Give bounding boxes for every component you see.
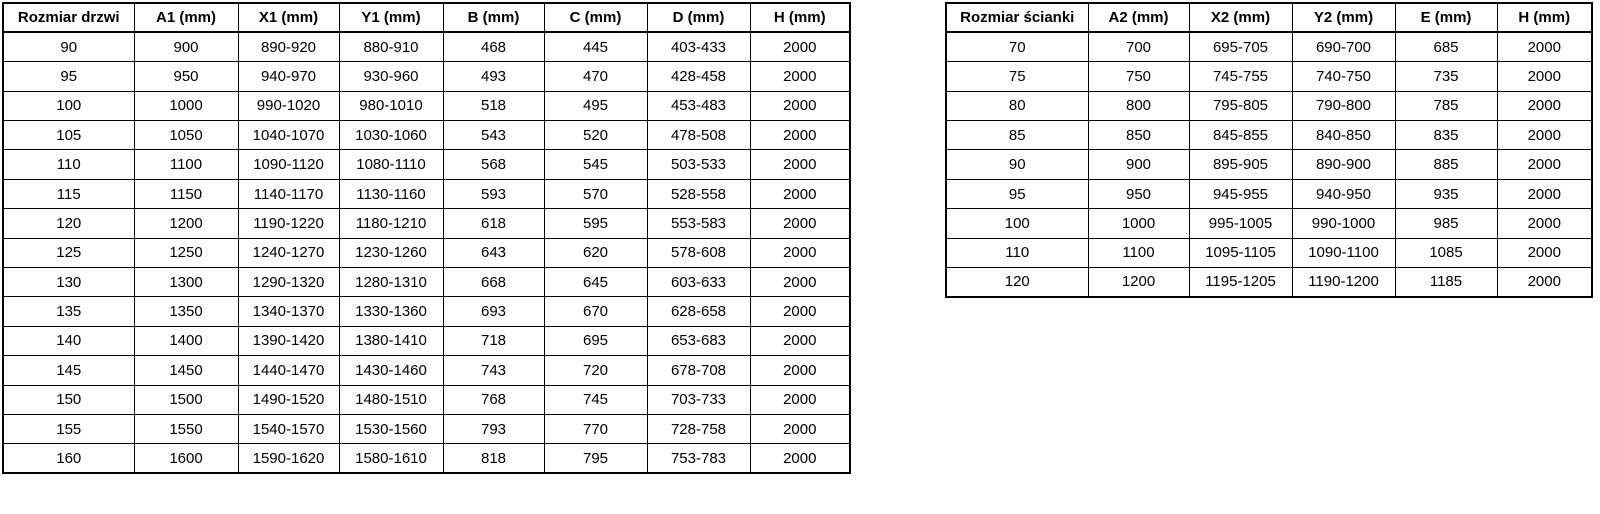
table-cell: 2000 — [750, 326, 850, 355]
table-cell: 2000 — [750, 179, 850, 208]
table-cell: 2000 — [750, 297, 850, 326]
table-row — [946, 209, 1592, 238]
table-cell: 668 — [443, 268, 544, 297]
table-cell: 1550 — [134, 414, 238, 443]
table-cell: 1340-1370 — [238, 297, 339, 326]
table-cell: 793 — [443, 414, 544, 443]
column-header: X2 (mm) — [1189, 3, 1292, 32]
table-cell: 2000 — [1497, 150, 1592, 179]
table-cell: 503-533 — [647, 150, 750, 179]
table-cell: 2000 — [1497, 268, 1592, 297]
column-header: X1 (mm) — [238, 3, 339, 32]
table-row — [3, 414, 850, 443]
table-cell: 770 — [544, 414, 647, 443]
table-cell: 1290-1320 — [238, 268, 339, 297]
table-cell: 1280-1310 — [339, 268, 443, 297]
table-cell: 135 — [3, 297, 134, 326]
column-header: Rozmiar drzwi — [3, 3, 134, 32]
table-cell: 628-658 — [647, 297, 750, 326]
table-cell: 545 — [544, 150, 647, 179]
table-cell: 2000 — [750, 62, 850, 91]
column-header: Y1 (mm) — [339, 3, 443, 32]
table-row — [946, 268, 1592, 297]
table-cell: 1190-1200 — [1292, 268, 1395, 297]
table-cell: 985 — [1395, 209, 1497, 238]
table-cell: 2000 — [750, 32, 850, 61]
table-cell: 2000 — [750, 121, 850, 150]
table-cell: 700 — [1088, 32, 1189, 61]
table-cell: 620 — [544, 238, 647, 267]
table-cell: 528-558 — [647, 179, 750, 208]
table-cell: 1540-1570 — [238, 414, 339, 443]
table-cell: 735 — [1395, 62, 1497, 91]
table-cell: 693 — [443, 297, 544, 326]
table-cell: 105 — [3, 121, 134, 150]
table-cell: 980-1010 — [339, 91, 443, 120]
table-cell: 1480-1510 — [339, 385, 443, 414]
table-cell: 70 — [946, 32, 1088, 61]
table-cell: 880-910 — [339, 32, 443, 61]
table-cell: 750 — [1088, 62, 1189, 91]
table-cell: 120 — [3, 209, 134, 238]
table-cell: 753-783 — [647, 444, 750, 473]
table-cell: 1450 — [134, 356, 238, 385]
table-row — [946, 179, 1592, 208]
table-cell: 1130-1160 — [339, 179, 443, 208]
column-header: A1 (mm) — [134, 3, 238, 32]
table-cell: 115 — [3, 179, 134, 208]
table-cell: 2000 — [750, 209, 850, 238]
column-header: B (mm) — [443, 3, 544, 32]
table-cell: 1090-1120 — [238, 150, 339, 179]
table-cell: 80 — [946, 91, 1088, 120]
table-cell: 885 — [1395, 150, 1497, 179]
table-cell: 1085 — [1395, 238, 1497, 267]
table-cell: 145 — [3, 356, 134, 385]
table-cell: 1180-1210 — [339, 209, 443, 238]
table-cell: 795 — [544, 444, 647, 473]
table-row — [3, 297, 850, 326]
table-cell: 800 — [1088, 91, 1189, 120]
table-cell: 403-433 — [647, 32, 750, 61]
table-cell: 618 — [443, 209, 544, 238]
table-cell: 75 — [946, 62, 1088, 91]
table-cell: 1200 — [134, 209, 238, 238]
column-header: E (mm) — [1395, 3, 1497, 32]
table-cell: 2000 — [750, 268, 850, 297]
table-cell: 1000 — [134, 91, 238, 120]
table-cell: 740-750 — [1292, 62, 1395, 91]
table-cell: 2000 — [1497, 32, 1592, 61]
table-row — [3, 150, 850, 179]
table-cell: 518 — [443, 91, 544, 120]
column-header: D (mm) — [647, 3, 750, 32]
table-cell: 2000 — [1497, 62, 1592, 91]
table-cell: 2000 — [750, 414, 850, 443]
door-table-header-row — [3, 3, 850, 32]
table-cell: 543 — [443, 121, 544, 150]
table-cell: 453-483 — [647, 91, 750, 120]
table-cell: 995-1005 — [1189, 209, 1292, 238]
table-cell: 678-708 — [647, 356, 750, 385]
table-cell: 718 — [443, 326, 544, 355]
table-cell: 90 — [3, 32, 134, 61]
table-cell: 900 — [1088, 150, 1189, 179]
table-cell: 653-683 — [647, 326, 750, 355]
table-cell: 890-900 — [1292, 150, 1395, 179]
table-cell: 935 — [1395, 179, 1497, 208]
table-cell: 578-608 — [647, 238, 750, 267]
table-cell: 950 — [1088, 179, 1189, 208]
table-cell: 155 — [3, 414, 134, 443]
table-cell: 90 — [946, 150, 1088, 179]
table-cell: 595 — [544, 209, 647, 238]
column-header: C (mm) — [544, 3, 647, 32]
table-cell: 1230-1260 — [339, 238, 443, 267]
table-cell: 1080-1110 — [339, 150, 443, 179]
table-cell: 1500 — [134, 385, 238, 414]
table-cell: 795-805 — [1189, 91, 1292, 120]
table-cell: 1090-1100 — [1292, 238, 1395, 267]
table-cell: 85 — [946, 121, 1088, 150]
table-cell: 1380-1410 — [339, 326, 443, 355]
table-cell: 95 — [3, 62, 134, 91]
table-cell: 130 — [3, 268, 134, 297]
table-cell: 1000 — [1088, 209, 1189, 238]
table-cell: 1590-1620 — [238, 444, 339, 473]
table-cell: 2000 — [1497, 179, 1592, 208]
table-cell: 940-950 — [1292, 179, 1395, 208]
table-cell: 428-458 — [647, 62, 750, 91]
table-row — [3, 268, 850, 297]
table-cell: 468 — [443, 32, 544, 61]
table-cell: 1095-1105 — [1189, 238, 1292, 267]
table-cell: 695-705 — [1189, 32, 1292, 61]
table-cell: 150 — [3, 385, 134, 414]
table-row — [3, 209, 850, 238]
table-cell: 2000 — [1497, 238, 1592, 267]
table-cell: 703-733 — [647, 385, 750, 414]
table-row — [3, 356, 850, 385]
table-cell: 990-1020 — [238, 91, 339, 120]
table-row — [3, 238, 850, 267]
table-cell: 1530-1560 — [339, 414, 443, 443]
table-row — [3, 62, 850, 91]
table-cell: 743 — [443, 356, 544, 385]
table-cell: 850 — [1088, 121, 1189, 150]
table-cell: 2000 — [750, 238, 850, 267]
table-cell: 2000 — [750, 444, 850, 473]
table-cell: 695 — [544, 326, 647, 355]
table-row — [3, 32, 850, 61]
table-cell: 1330-1360 — [339, 297, 443, 326]
table-cell: 1140-1170 — [238, 179, 339, 208]
table-cell: 690-700 — [1292, 32, 1395, 61]
column-header: Y2 (mm) — [1292, 3, 1395, 32]
table-cell: 2000 — [750, 91, 850, 120]
table-cell: 728-758 — [647, 414, 750, 443]
table-cell: 1150 — [134, 179, 238, 208]
table-cell: 140 — [3, 326, 134, 355]
table-cell: 1100 — [1088, 238, 1189, 267]
table-cell: 493 — [443, 62, 544, 91]
table-cell: 950 — [134, 62, 238, 91]
table-cell: 840-850 — [1292, 121, 1395, 150]
table-row — [946, 32, 1592, 61]
table-cell: 1490-1520 — [238, 385, 339, 414]
table-row — [946, 150, 1592, 179]
door-sizes-table — [2, 2, 851, 474]
table-cell: 930-960 — [339, 62, 443, 91]
wall-table-header-row — [946, 3, 1592, 32]
table-cell: 1190-1220 — [238, 209, 339, 238]
table-cell: 890-920 — [238, 32, 339, 61]
table-cell: 2000 — [750, 150, 850, 179]
table-cell: 100 — [3, 91, 134, 120]
table-row — [3, 121, 850, 150]
table-cell: 1040-1070 — [238, 121, 339, 150]
table-cell: 670 — [544, 297, 647, 326]
table-cell: 110 — [3, 150, 134, 179]
table-row — [3, 91, 850, 120]
table-row — [946, 91, 1592, 120]
table-cell: 1030-1060 — [339, 121, 443, 150]
table-cell: 568 — [443, 150, 544, 179]
table-row — [3, 326, 850, 355]
table-cell: 1390-1420 — [238, 326, 339, 355]
table-cell: 2000 — [1497, 209, 1592, 238]
column-header: Rozmiar ścianki — [946, 3, 1088, 32]
table-cell: 445 — [544, 32, 647, 61]
table-cell: 1050 — [134, 121, 238, 150]
table-cell: 1430-1460 — [339, 356, 443, 385]
table-cell: 570 — [544, 179, 647, 208]
table-cell: 1100 — [134, 150, 238, 179]
column-header: A2 (mm) — [1088, 3, 1189, 32]
table-row — [3, 444, 850, 473]
table-cell: 945-955 — [1189, 179, 1292, 208]
table-cell: 110 — [946, 238, 1088, 267]
column-header: H (mm) — [750, 3, 850, 32]
table-cell: 895-905 — [1189, 150, 1292, 179]
table-cell: 790-800 — [1292, 91, 1395, 120]
table-cell: 1300 — [134, 268, 238, 297]
table-row — [946, 121, 1592, 150]
table-row — [946, 62, 1592, 91]
table-cell: 900 — [134, 32, 238, 61]
table-cell: 818 — [443, 444, 544, 473]
table-cell: 2000 — [750, 385, 850, 414]
table-cell: 2000 — [750, 356, 850, 385]
table-cell: 1185 — [1395, 268, 1497, 297]
table-cell: 990-1000 — [1292, 209, 1395, 238]
table-cell: 835 — [1395, 121, 1497, 150]
table-cell: 100 — [946, 209, 1088, 238]
table-cell: 1240-1270 — [238, 238, 339, 267]
table-row — [946, 238, 1592, 267]
table-cell: 745 — [544, 385, 647, 414]
table-cell: 470 — [544, 62, 647, 91]
table-row — [3, 179, 850, 208]
table-cell: 720 — [544, 356, 647, 385]
wall-panel-sizes-table — [945, 2, 1593, 298]
table-cell: 1250 — [134, 238, 238, 267]
table-cell: 845-855 — [1189, 121, 1292, 150]
table-cell: 495 — [544, 91, 647, 120]
table-cell: 478-508 — [647, 121, 750, 150]
table-cell: 1440-1470 — [238, 356, 339, 385]
table-cell: 1195-1205 — [1189, 268, 1292, 297]
table-cell: 1400 — [134, 326, 238, 355]
table-cell: 1200 — [1088, 268, 1189, 297]
table-cell: 643 — [443, 238, 544, 267]
table-cell: 1350 — [134, 297, 238, 326]
column-header: H (mm) — [1497, 3, 1592, 32]
table-cell: 125 — [3, 238, 134, 267]
table-cell: 160 — [3, 444, 134, 473]
table-cell: 685 — [1395, 32, 1497, 61]
table-cell: 940-970 — [238, 62, 339, 91]
table-row — [3, 385, 850, 414]
table-cell: 745-755 — [1189, 62, 1292, 91]
table-cell: 645 — [544, 268, 647, 297]
table-cell: 2000 — [1497, 91, 1592, 120]
table-cell: 95 — [946, 179, 1088, 208]
table-cell: 1580-1610 — [339, 444, 443, 473]
table-cell: 785 — [1395, 91, 1497, 120]
table-cell: 593 — [443, 179, 544, 208]
table-cell: 520 — [544, 121, 647, 150]
table-cell: 553-583 — [647, 209, 750, 238]
table-cell: 768 — [443, 385, 544, 414]
table-cell: 1600 — [134, 444, 238, 473]
table-cell: 2000 — [1497, 121, 1592, 150]
table-cell: 603-633 — [647, 268, 750, 297]
table-cell: 120 — [946, 268, 1088, 297]
